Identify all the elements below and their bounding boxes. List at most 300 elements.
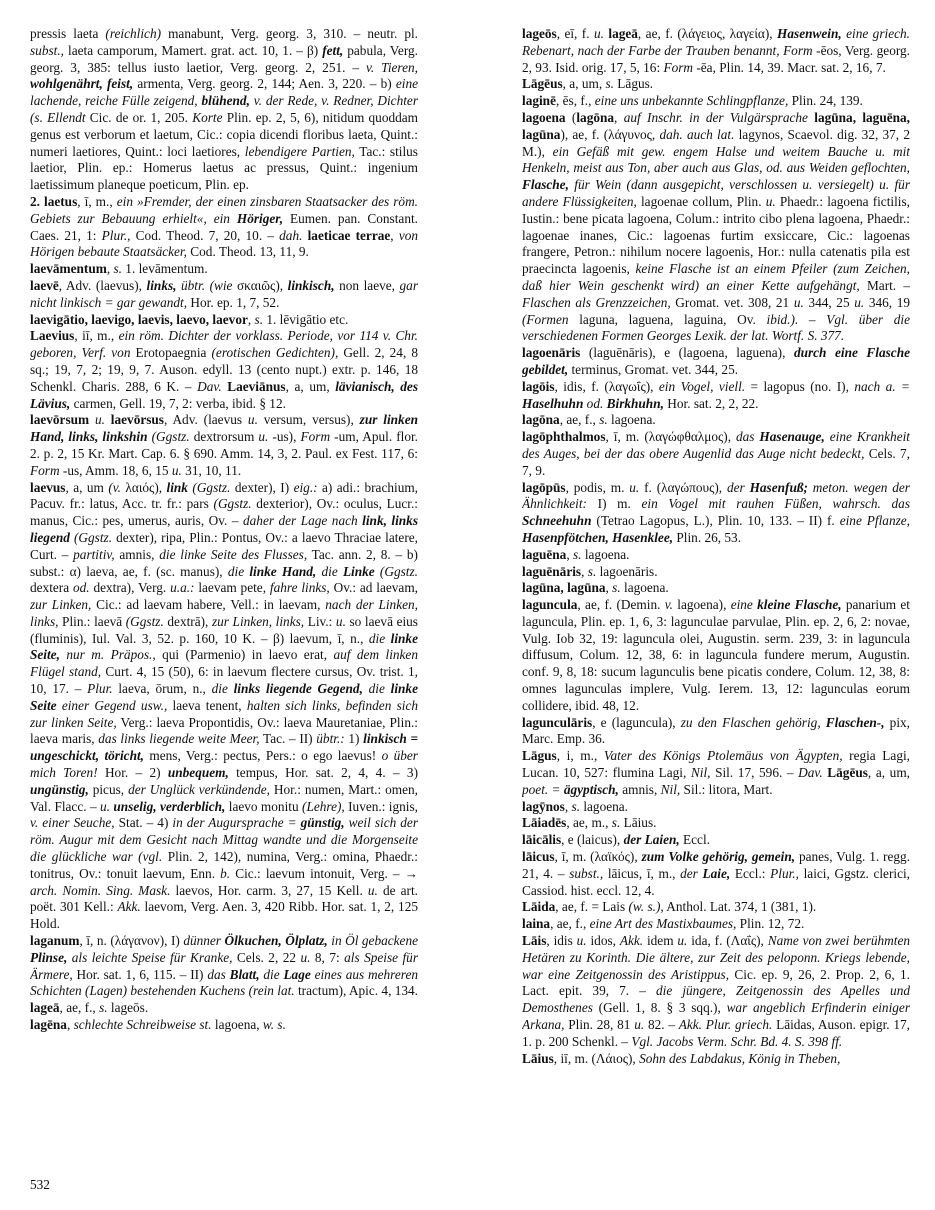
dictionary-entry	[522, 564, 910, 581]
dictionary-entry	[522, 748, 910, 798]
entry-emphasis: link	[166, 479, 188, 495]
entry-emphasis: linke Seite,	[30, 630, 418, 663]
entry-emphasis: Haselhuhn	[522, 395, 584, 411]
entry-emphasis: zum Volke gehörig, gemein,	[641, 849, 796, 865]
entry-emphasis: lagoena	[522, 109, 566, 125]
entry-emphasis: dah. auch lat.	[659, 126, 735, 142]
entry-emphasis: Vgl. Jacobs Verm. Schr. Bd. 4. S. 398 ff.	[631, 1033, 843, 1049]
entry-text: laevam pete,	[194, 580, 270, 596]
entry-text: -us, Amm. 18, 6, 15	[59, 462, 172, 478]
dictionary-entry	[522, 429, 910, 479]
entry-emphasis: (Lehre),	[302, 798, 345, 814]
entry-text: Liv.:	[304, 613, 336, 629]
entry-emphasis: u.	[593, 26, 604, 41]
entry-emphasis: laevōrsus	[110, 412, 164, 428]
entry-emphasis: u.	[793, 294, 804, 310]
entry-text: picus,	[88, 781, 129, 797]
entry-text: idem	[643, 933, 678, 949]
entry-text: laevos, Hor. carm. 3, 27, 15 Kell.	[170, 882, 368, 898]
entry-emphasis: von Hörigen bebaute Staatsäcker,	[30, 227, 418, 260]
entry-text: , ae, m.,	[566, 815, 612, 831]
entry-emphasis: u.	[765, 193, 776, 209]
entry-emphasis: für Wein (dann ausgepicht, verschlossen u. versiegelt) u. für andere Flüssigkeiten,	[522, 177, 910, 209]
entry-text: ,	[390, 227, 399, 243]
dictionary-entry	[522, 815, 910, 832]
entry-emphasis: Blatt,	[229, 966, 260, 982]
entry-text: laeva tenent,	[167, 697, 247, 713]
entry-emphasis: Akk.	[117, 899, 141, 915]
entry-emphasis: o über mich Toren!	[30, 748, 418, 781]
entry-text: , ae, f.,	[559, 412, 600, 428]
entry-text: , idis, f. (λαγωΐς),	[554, 378, 659, 394]
entry-text: ), ae, f. (λάγυνος,	[560, 126, 660, 142]
entry-emphasis: u.	[576, 933, 587, 949]
entry-emphasis: b.	[220, 865, 231, 881]
entry-emphasis: (Ggstz.	[69, 529, 113, 545]
entry-text: panes, Vulg. 1. regg. 21, 4. –	[522, 849, 910, 881]
entry-emphasis: das links liegende weite Meer,	[98, 731, 260, 747]
entry-text: Lāidas, Auson. epigr. 17, 1. p. 200 Schenkl. –	[522, 1017, 910, 1049]
entry-text: Hor. – 2)	[97, 765, 168, 781]
entry-emphasis: laevigātio, laevigo, laevis, laevo, laevor	[30, 311, 248, 327]
entry-text: Hor.: numen, Mart.: omen, Val. Flacc. –	[30, 781, 418, 814]
entry-text: lageōs.	[107, 1000, 149, 1016]
entry-emphasis: s.	[571, 798, 581, 814]
dictionary-entry	[30, 194, 418, 261]
entry-text: versum, versus),	[257, 412, 360, 428]
entry-text: Hor. ep. 1, 7, 52.	[187, 294, 280, 310]
entry-emphasis: laevus	[30, 479, 66, 495]
entry-text: qui (Parmenio) in laevo erat,	[155, 647, 334, 663]
entry-emphasis: lagūna, laguēna, lagūna	[522, 109, 910, 142]
entry-emphasis: Plur.,	[770, 865, 799, 881]
entry-emphasis: fett,	[322, 42, 344, 58]
entry-text: , Adv. (laevus),	[58, 277, 147, 293]
entry-text: laici, Ggstz. clerici, Cassiod. hist. eccl. 12, 4.	[522, 865, 910, 898]
entry-emphasis: die	[368, 630, 391, 646]
entry-emphasis: lageā	[608, 26, 638, 41]
entry-emphasis: arch. Nomin. Sing. Mask.	[30, 882, 171, 898]
dictionary-entry	[522, 715, 910, 749]
entry-emphasis: der Unglück verkündende,	[128, 781, 270, 797]
entry-text: , a, um	[65, 479, 109, 495]
dictionary-entry	[522, 933, 910, 1051]
entry-text: 31, 10, 11.	[181, 462, 242, 478]
entry-emphasis: übtr.:	[316, 731, 345, 747]
entry-text: 8, 7:	[310, 949, 345, 965]
dictionary-entry	[522, 345, 910, 379]
entry-emphasis: u.	[854, 294, 865, 310]
entry-emphasis: Vater des Königs Ptolemäus von Ägypten,	[603, 748, 843, 764]
entry-text: amnis,	[114, 546, 160, 562]
entry-emphasis: linke Hand,	[249, 563, 317, 579]
entry-emphasis: s.	[99, 1000, 108, 1016]
entry-emphasis: Linke	[342, 563, 375, 579]
entry-text: Plin. 24, 139.	[788, 93, 863, 109]
entry-emphasis: Korte	[192, 109, 223, 125]
entry-emphasis: daher der Lage nach	[243, 513, 363, 529]
entry-text: Tac.: stilus laetior, Plin. ep.: Homerus laetus ac pressus, Quint.: ingenium laetissimum planeque poeticum, Plin. ep.	[30, 143, 418, 193]
entry-text: -ēos, Verg. georg. 2, 93. Isid. orig. 17, 5, 16:	[522, 42, 910, 75]
entry-emphasis: halten sich links, befinden sich zur linken Seite,	[30, 697, 418, 730]
entry-emphasis: u.	[258, 429, 269, 445]
entry-emphasis: (erotischen Gedichten),	[211, 345, 339, 361]
entry-emphasis: link, links liegend	[30, 513, 418, 545]
entry-emphasis: Form	[300, 429, 331, 445]
entry-text: Cod. Theod. 13, 11, 9.	[186, 244, 309, 260]
entry-text: Hor. sat. 2, 2, 22.	[663, 395, 759, 411]
entry-emphasis: kleine Flasche,	[757, 597, 842, 613]
entry-emphasis: günstig,	[300, 815, 345, 831]
dictionary-entry	[522, 26, 910, 76]
entry-text: Cic.: laevum intonuit, Verg. – →	[230, 865, 418, 881]
entry-emphasis: Hasenfuß;	[749, 479, 808, 495]
entry-text: lagoena.	[607, 412, 656, 428]
dictionary-entry	[522, 480, 910, 547]
entry-emphasis: Sohn des Labdakus, König in Theben,	[639, 1050, 841, 1066]
entry-text: pabula, Verg. georg. 3, 385: tellus iusto laetior, Verg. georg. 2, 251. –	[30, 42, 418, 75]
entry-emphasis: unselig, verderblich,	[113, 798, 226, 814]
entry-emphasis: s.	[113, 261, 122, 277]
entry-text: dextra), Verg.	[89, 580, 171, 596]
entry-text: pressis laeta	[30, 26, 106, 41]
entry-emphasis: unbequem,	[167, 765, 229, 781]
entry-text: mens, Verg.: pectus, Pers.: o ego laevus!	[144, 748, 382, 764]
entry-emphasis: (v.	[108, 479, 121, 495]
entry-emphasis: Nil,	[660, 781, 681, 797]
entry-emphasis: eines aus mehreren Schichten (Lagen) bestehenden Kuchens (rein lat.	[30, 966, 418, 999]
entry-emphasis: Ölkuchen, Ölplatz,	[224, 933, 328, 949]
entry-text: dexter), ripa, Plin.: Pontus, Ov.: a laevo Thraciae latere, Curt. –	[30, 529, 418, 562]
entry-text: , ī, n. (λάγανον), I)	[79, 933, 184, 949]
dictionary-entry	[30, 278, 418, 312]
entry-text: Plin.: laevā	[58, 613, 126, 629]
entry-text: de art. poët. 301 Kell.:	[30, 882, 418, 915]
entry-emphasis: lāicus	[522, 849, 555, 865]
entry-emphasis: eine	[730, 597, 758, 613]
entry-emphasis: schlechte Schreibweise st.	[73, 1017, 212, 1033]
entry-emphasis: v. der Rede, v. Redner, Dichter (s. Ellendt	[30, 93, 418, 125]
entry-text: , a, um,	[562, 76, 606, 92]
entry-emphasis: fahre links,	[269, 580, 330, 596]
entry-text: idos,	[586, 933, 620, 949]
entry-emphasis: lageōs	[522, 26, 557, 41]
entry-emphasis: (Ggstz.	[213, 496, 252, 512]
entry-emphasis: keine Flasche ist an einem Pfeiler (zum Zeichen, daß hier Wein geschenkt wird) an einer Kette aufgehängt,	[522, 261, 910, 293]
entry-text: lagoena.	[620, 580, 669, 596]
entry-text: regia Lagi, Lucan. 10, 527: flumina Lagi,	[522, 748, 910, 781]
entry-text: Cic.: ad laevam habere, Vell.: in laevam,	[91, 597, 326, 613]
entry-text: Mart. –	[859, 277, 910, 293]
dictionary-entry	[522, 110, 910, 345]
entry-emphasis: Hasenwein,	[777, 26, 842, 41]
entry-text: ,	[581, 563, 588, 579]
entry-emphasis: od.	[72, 580, 90, 596]
entry-text: dextrorsum	[189, 429, 259, 445]
entry-emphasis: Laeviānus	[227, 378, 286, 394]
entry-emphasis: (Ggstz.	[147, 429, 190, 445]
entry-emphasis: u.	[94, 412, 105, 428]
entry-text: f. (λαγώπους),	[639, 479, 727, 495]
entry-text: Verg.: laeva Propontidis, Ov.: laeva Mauretaniae, Plin.: laeva maris,	[30, 714, 418, 747]
entry-emphasis: eine uns unbekannte Schlingpflanze,	[594, 93, 789, 109]
entry-emphasis: lagōphthalmos	[522, 429, 606, 445]
entry-emphasis: v. einer Seuche,	[30, 815, 115, 831]
entry-emphasis: zur Linken,	[30, 597, 92, 613]
entry-text: , idis	[546, 933, 577, 949]
entry-emphasis: lagōis	[522, 378, 555, 394]
entry-text: Erotopaegnia	[130, 345, 212, 361]
entry-emphasis: subst.,	[569, 865, 604, 881]
entry-text: Stat. – 4)	[114, 815, 173, 831]
entry-text: Cels. 2, 22	[232, 949, 301, 965]
entry-emphasis: lebendigere Partien,	[244, 143, 355, 159]
entry-emphasis: eig.:	[293, 479, 318, 495]
entry-emphasis: Akk.	[619, 933, 644, 949]
entry-emphasis: weil sich der röm. Augur mit dem Gesicht nach Mittag wandte und die Morgenseite die glückliche war (vgl.	[30, 815, 418, 865]
entry-text: , i, m.,	[556, 748, 604, 764]
entry-emphasis: lagoenāris	[522, 345, 581, 361]
entry-text: -um, Apul. flor. 2. p. 2, 15 Kr. Mart. Cap. 6. § 690. Amm. 14, 3, 2. Paul. ex Fest. 117, 6:	[30, 429, 418, 461]
entry-text: laguna, laguena, laguina, Ov.	[568, 311, 767, 327]
entry-emphasis: als leichte Speise für Kranke,	[67, 949, 233, 965]
entry-text: tempus, Hor. sat. 2, 4, 4. – 3)	[228, 765, 418, 781]
entry-emphasis: u.a.:	[170, 580, 195, 596]
entry-emphasis: auf dem linken Flügel stand,	[30, 647, 418, 680]
entry-emphasis: ein Vogel mit rauhen Füßen, wahrsch. das	[641, 496, 910, 512]
dictionary-entry	[30, 1000, 418, 1017]
entry-emphasis: linkisch,	[287, 277, 335, 293]
entry-text: 1. lēvigātio etc.	[263, 311, 349, 327]
entry-emphasis: ein Gefäß mit gew. engem Halse und weitem Bauche u. mit Henkeln, meist aus Ton, aber auch aus Glas, od. aus Weiden geflochten,	[522, 143, 910, 176]
entry-emphasis: eine Pflanze,	[839, 513, 910, 529]
entry-emphasis: war angeblich Erfinderin einiger Arkana,	[522, 1000, 910, 1033]
entry-emphasis: laeticae terrae	[307, 227, 391, 243]
entry-text: armenta, Verg. georg. 2, 144; Aen. 3, 220. – b)	[133, 76, 396, 92]
entry-emphasis: od.	[583, 395, 607, 411]
entry-emphasis: u.	[677, 933, 688, 949]
entry-text: Lāius.	[620, 815, 657, 831]
entry-text: Sil. 17, 596. –	[710, 765, 799, 781]
entry-text: Cels. 7, 7, 9.	[522, 445, 910, 478]
entry-text: Phaedr.: lagoena fictilis, Iustin.: bene picata lagoena, Colum.: intrito cibo plena lagoena, Phaedr.: lagoenae inanes, Cic.: lagoenas furtim exsiccare, Cic.: lagoenas frangere, Petron.: nihilum nocere lagoenis, Hor.: nulla catenatis pila est praecincta lagoenis,	[522, 193, 910, 277]
entry-text: , ī, m. (λαϊκός),	[554, 849, 642, 865]
entry-emphasis: laevē	[30, 277, 59, 293]
entry-text: ida, f. (Λαΐς),	[687, 933, 768, 949]
entry-text: , a, um,	[285, 378, 336, 394]
entry-emphasis: linkisch = ungeschickt, töricht,	[30, 731, 418, 764]
entry-emphasis: nur m. Präpos.,	[59, 647, 156, 663]
dictionary-entry	[522, 899, 910, 916]
entry-text: Hor. sat. 1, 6, 115. – II)	[72, 966, 208, 982]
entry-emphasis: u.	[247, 412, 258, 428]
entry-emphasis: zur linken Hand, links, linkshin	[30, 412, 418, 445]
entry-emphasis: laevāmentum	[30, 261, 107, 277]
dictionary-page	[30, 26, 910, 1176]
entry-text: Cic. de or. 1, 205.	[85, 109, 193, 125]
entry-emphasis: die	[211, 681, 234, 697]
entry-emphasis: u.	[367, 882, 378, 898]
entry-text: , ae, f.,	[59, 1000, 100, 1016]
entry-text: Plin. 2, 142), numina, Verg.: omina, Phaedr.: tonitrus, Ov.: tonuit laevum, Enn.	[30, 849, 418, 881]
entry-emphasis: s.	[254, 311, 264, 327]
entry-emphasis: in Öl gebackene	[327, 933, 418, 949]
entry-text: Sil.: litora, Mart.	[680, 781, 773, 797]
entry-emphasis: eine Krankheit des Auges, bei der das obere Augenlid das Auge nicht bedeckt,	[522, 429, 910, 461]
entry-text: , ī, m.,	[77, 193, 117, 209]
entry-emphasis: ibid.). – Vgl. über die verschiedenen Formen Georges Lexik. der lat. Wortf. S. 377.	[522, 311, 910, 344]
entry-text: , ae, f. = Lais	[555, 899, 629, 915]
entry-text: -us),	[268, 429, 301, 445]
entry-emphasis: s.	[587, 563, 597, 579]
entry-emphasis: lagōna	[522, 412, 560, 428]
entry-emphasis: Schneehuhn	[522, 513, 592, 529]
entry-text: ,	[614, 109, 624, 125]
entry-text: = lagopus (no. I),	[745, 378, 855, 394]
entry-emphasis: lävianisch, des Lävius,	[30, 378, 418, 411]
entry-text: (Tetrao Lagopus, L.), Plin. 10, 133. – II) f.	[591, 513, 840, 529]
entry-text: Plin. 26, 53.	[673, 529, 742, 545]
entry-emphasis: Dav.	[798, 765, 828, 781]
entry-text: laevom, Verg. Aen. 3, 420 Ribb. Hor. sat. 1, 2, 125 Hold.	[30, 899, 418, 932]
entry-emphasis: Laie,	[702, 865, 731, 881]
entry-text: Eccl.	[679, 832, 710, 848]
entry-text: Tac. – II)	[259, 731, 317, 747]
entry-emphasis: Lāgēus	[827, 765, 868, 781]
entry-text: lagoenae collum, Plin.	[636, 193, 766, 209]
entry-text: 1)	[344, 731, 364, 747]
entry-text: , ae, f. (Demin.	[577, 597, 665, 613]
entry-text: ,	[106, 261, 114, 277]
entry-text: so laevā eius (fluminis), Iul. Val. 3, 52. p. 160, 10 K. – β) laevum, ī, n.,	[30, 613, 418, 646]
dictionary-entry	[522, 916, 910, 933]
entry-emphasis: u.	[335, 613, 346, 629]
entry-emphasis: lageā	[30, 1000, 60, 1016]
entry-emphasis: in der Augursprache =	[172, 815, 301, 831]
entry-text: dexterior), Ov.: oculus, Lucr.: manus, Cic.: pes, umerus, auris, Ov. –	[30, 496, 418, 529]
entry-emphasis: durch eine Flasche gebildet,	[522, 345, 910, 377]
entry-emphasis: Lāida	[522, 899, 556, 915]
dictionary-entry	[30, 328, 418, 412]
entry-text: I) m.	[586, 496, 642, 512]
entry-text: λαιός),	[120, 479, 167, 495]
entry-text: Gromat. vet. 308, 21	[670, 294, 794, 310]
entry-text: dextera	[30, 580, 73, 596]
dictionary-entry	[30, 480, 418, 934]
entry-emphasis: s.	[605, 76, 614, 92]
entry-text: manabunt, Verg. georg. 3, 310. – neutr. pl.	[161, 26, 418, 41]
entry-text: , Adv. (laevus	[164, 412, 248, 428]
entry-emphasis: (w. s.),	[628, 899, 664, 915]
entry-text: lagoena.	[581, 546, 630, 562]
entry-text: lagoena.	[580, 798, 629, 814]
entry-text: -ēa, Plin. 14, 39. Macr. sat. 2, 16, 7.	[693, 59, 886, 75]
entry-text: Plin. 28, 81	[564, 1017, 635, 1033]
dictionary-entry	[522, 547, 910, 564]
entry-emphasis: auf Inschr. in der Vulgärsprache	[623, 109, 815, 125]
entry-emphasis: Plur.,	[101, 227, 131, 243]
entry-text: (	[565, 109, 577, 125]
dictionary-entry	[522, 379, 910, 413]
entry-text: ,	[247, 311, 255, 327]
entry-emphasis: eine Art des Mastixbaumes,	[589, 916, 737, 932]
entry-emphasis: die jüngere, Zeitgenossin des Apelles und Demosthenes	[522, 983, 910, 1016]
entry-text: 346, 19	[864, 294, 910, 310]
entry-emphasis: v.	[664, 597, 673, 613]
entry-text: (laguēnāris), e (lagoena, laguena),	[580, 345, 794, 361]
entry-text: carmen, Gell. 19, 7, 2: verba, ibid. § 12.	[70, 395, 286, 411]
entry-emphasis: laguncula	[522, 597, 578, 613]
entry-text: , eī, f.	[556, 26, 594, 41]
entry-emphasis: Name von zwei berühmten Hetären zu Korinth. Die ältere, zur Zeit des peloponn. Kriegs lebende, war eine Zeitgenossin des Aristippus,	[522, 933, 910, 982]
entry-text: dextrā),	[163, 613, 212, 629]
entry-text: lagoenāris.	[596, 563, 658, 579]
entry-emphasis: Nil,	[690, 765, 711, 781]
entry-text: terminus, Gromat. vet. 344, 25.	[568, 361, 739, 377]
entry-emphasis: meton. wegen der Ähnlichkeit:	[522, 479, 910, 512]
entry-text: ,	[566, 546, 573, 562]
entry-emphasis: laina	[522, 916, 551, 932]
entry-text: lāicus, ī, m.,	[603, 865, 681, 881]
entry-emphasis: lagūna, lagūna	[522, 580, 606, 596]
entry-text: Lāgus.	[613, 76, 654, 92]
entry-emphasis: das	[735, 429, 760, 445]
entry-text: dexter), I)	[230, 479, 294, 495]
dictionary-entry	[522, 580, 910, 597]
entry-emphasis: blühend,	[201, 93, 250, 109]
entry-emphasis: laevōrsum	[30, 412, 90, 428]
entry-text: , podis, m.	[565, 479, 630, 495]
entry-text: Tac. ann. 2, 8. – b) subst.: α) laeva, ae, f. (sc. manus),	[30, 546, 418, 579]
entry-text: pix, Marc. Emp. 36.	[522, 714, 910, 747]
entry-emphasis: das	[207, 966, 230, 982]
entry-text: Cod. Theod. 7, 20, 10. –	[130, 227, 280, 243]
entry-text: Plin. 12, 72.	[736, 916, 805, 932]
entry-emphasis: übtr. (wie	[176, 277, 233, 293]
entry-emphasis: laginē	[522, 93, 556, 109]
entry-emphasis: Lāgēus	[522, 76, 563, 92]
dictionary-entry	[522, 849, 910, 899]
entry-emphasis: Lāiadēs	[522, 815, 567, 831]
entry-emphasis: ein »Fremder, der einen zinsbaren Staatsacker des röm. Gebiets zur Bebauung erhielt«, ein	[30, 193, 418, 226]
entry-emphasis: (Ggstz.	[374, 563, 418, 579]
entry-text: Anthol. Lat. 374, 1 (381, 1).	[663, 899, 817, 915]
entry-text: a) adi.: brachium, Pacuv. fr.: latus, Acc. tr. fr.: pars	[30, 479, 418, 512]
entry-emphasis: Lāis	[522, 933, 547, 949]
entry-emphasis: Lage	[283, 966, 311, 982]
entry-emphasis: ein Vogel, viell.	[658, 378, 746, 394]
entry-emphasis: lagȳnos	[522, 798, 565, 814]
entry-text: (Gell. 1, 8. § 3 sqq.),	[592, 1000, 727, 1016]
entry-text: , ae, f. (λάγειος, λαγεία),	[637, 26, 778, 41]
entry-text: σκαιῶς),	[232, 277, 288, 293]
entry-text: , iī, m. (Λάιος),	[553, 1050, 640, 1066]
entry-text: lagoena),	[673, 597, 731, 613]
entry-emphasis: u.	[171, 462, 182, 478]
entry-emphasis: zu den Flaschen gehörig,	[680, 714, 826, 730]
entry-text: , ī, m. (λαγώφθαλμος),	[605, 429, 736, 445]
entry-text: non laeve,	[334, 277, 400, 293]
entry-text: laeva, ōrum, n.,	[112, 681, 212, 697]
dictionary-entry	[522, 1051, 910, 1068]
entry-text: , e (laicus),	[561, 832, 624, 848]
entry-emphasis: der	[726, 479, 750, 495]
entry-emphasis: Hasenpfötchen, Hasenklee,	[522, 529, 674, 545]
entry-emphasis: wohlgenährt, feist,	[30, 76, 134, 92]
entry-emphasis: Form	[663, 59, 694, 75]
entry-emphasis: lāicālis	[522, 832, 562, 848]
entry-emphasis: (Ggstz.	[125, 613, 164, 629]
